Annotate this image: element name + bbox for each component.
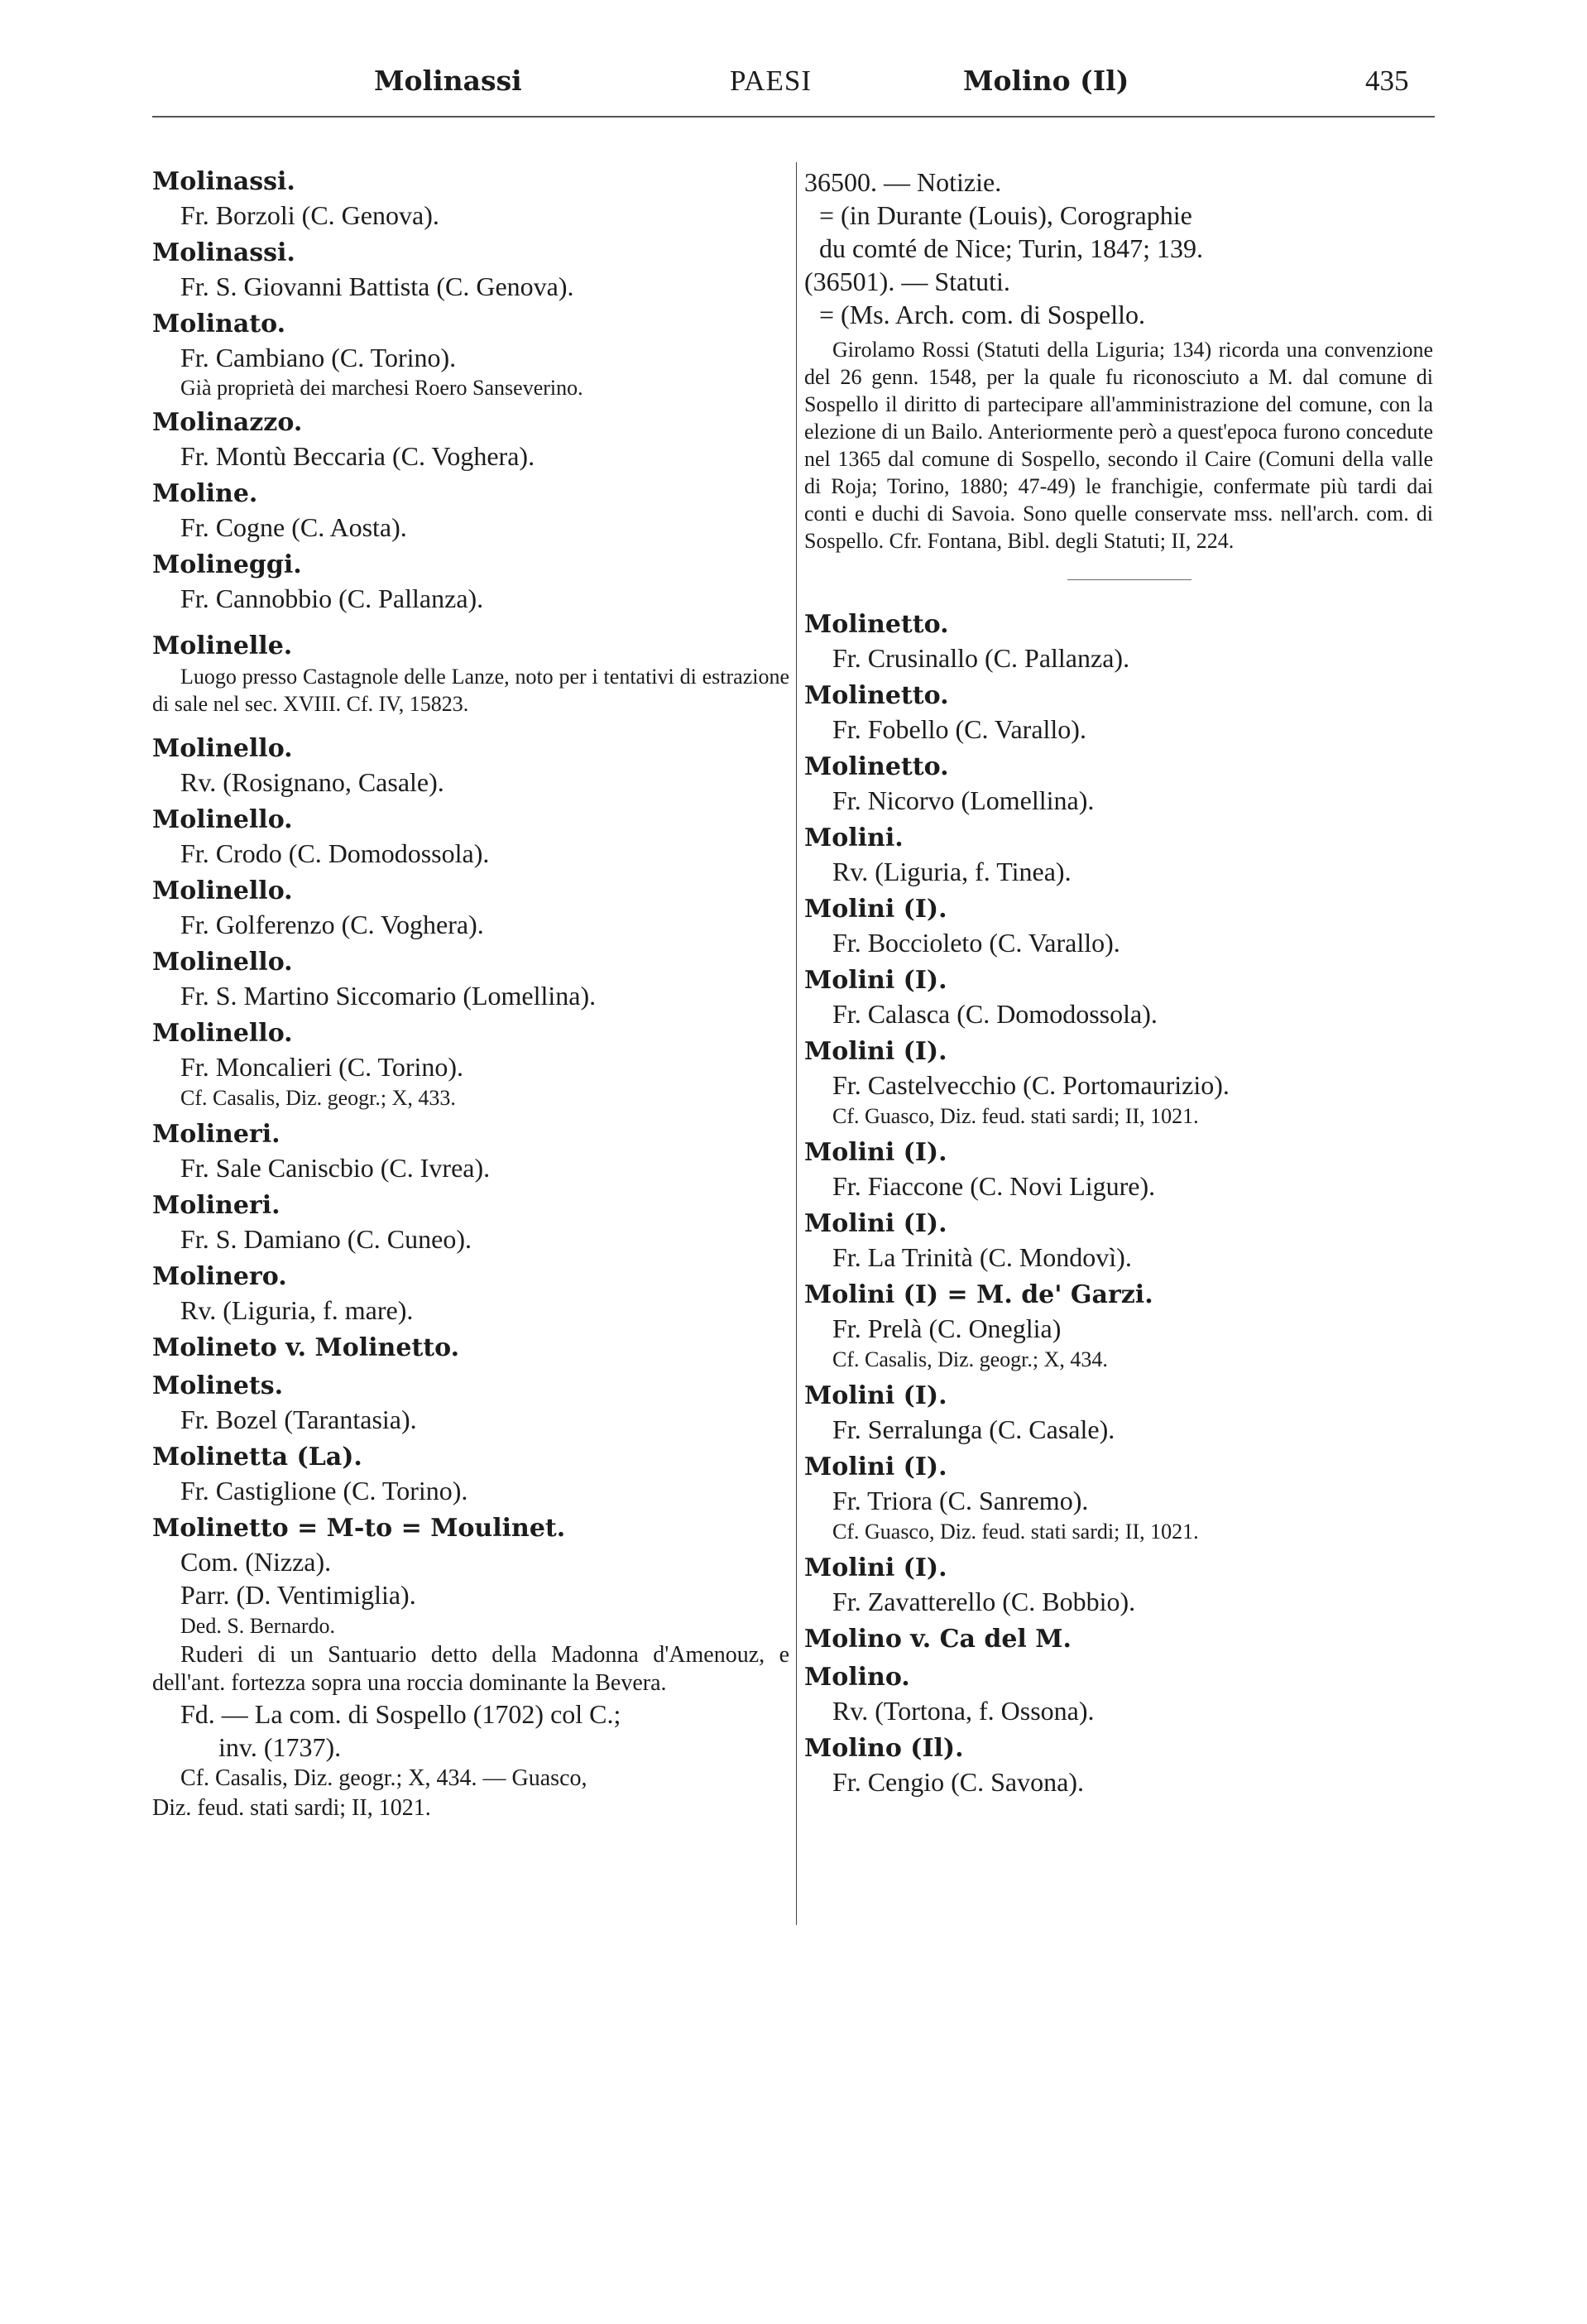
entry-heading: Molinello. bbox=[152, 734, 293, 763]
entry-heading: Molino (Il). bbox=[804, 1734, 964, 1763]
entry-line: Fr. Golferenzo (C. Voghera). bbox=[180, 910, 484, 939]
entry bbox=[804, 1035, 1433, 1131]
entry-line: Fr. Calasca (C. Domodossola). bbox=[832, 999, 1158, 1029]
entry-line: Fd. — La com. di Sospello (1702) col C.; bbox=[180, 1699, 621, 1729]
entry bbox=[804, 893, 1433, 959]
entry bbox=[804, 1208, 1433, 1274]
entry-heading: Molinetto. bbox=[804, 752, 949, 781]
entry-heading: Molinelle. bbox=[152, 631, 293, 660]
entry bbox=[804, 1661, 1433, 1727]
entry-heading: Molinetto. bbox=[804, 610, 949, 639]
entry-citation: Cf. Casalis, Diz. geogr.; X, 433. bbox=[180, 1086, 456, 1110]
entry-line: Rv. (Liguria, f. Tinea). bbox=[832, 857, 1072, 886]
entry bbox=[152, 1189, 789, 1256]
entry bbox=[152, 1370, 789, 1436]
entry bbox=[152, 946, 789, 1012]
entry-heading: Molini. bbox=[804, 823, 904, 852]
column-divider bbox=[796, 162, 797, 1925]
entry-line: Com. (Nizza). bbox=[180, 1547, 332, 1577]
entry-heading: Molineri. bbox=[152, 1120, 280, 1149]
entry-citation: Cf. Casalis, Diz. geogr.; X, 434. bbox=[832, 1347, 1108, 1371]
entry bbox=[152, 630, 789, 718]
entry bbox=[804, 1623, 1433, 1656]
entry-dedication: Ded. S. Bernardo. bbox=[180, 1614, 336, 1638]
separator-rule bbox=[1067, 579, 1191, 580]
statutes-note: Girolamo Rossi (Statuti della Liguria; 134) ricorda una convenzione del 26 genn. 1548, per la quale fu riconosciuto a M. dal comune di Sospello il diritto di partecipare all'amministrazione del comune, con la elezione di un Bailo. Anteriormente però a quest'epoca furono concedute nel 1365 dal comune di Sospello, secondo il Caire (Comuni della valle di Roja; Torino, 1880; 47-49) le franchigie, confermate più tardi dai conti e duchi di Savoia. Sono quelle conservate mss. nell'arch. com. di Sospello. Cfr. Fontana, Bibl. degli Statuti; II, 224. bbox=[804, 338, 1433, 553]
entry bbox=[152, 1512, 789, 1823]
entry-line: Fr. Cambiano (C. Torino). bbox=[180, 343, 457, 372]
header-first-entry: Molinassi bbox=[374, 65, 522, 97]
entry-line: Fr. S. Damiano (C. Cuneo). bbox=[180, 1224, 472, 1254]
section-line: = (in Durante (Louis), Corographie bbox=[819, 200, 1192, 230]
entry-citation: Cf. Casalis, Diz. geogr.; X, 434. — Guasco, bbox=[180, 1765, 587, 1791]
section-line: (36501). — Statuti. bbox=[804, 266, 1010, 296]
entry-heading: Molinero. bbox=[152, 1262, 287, 1291]
entry-line: Parr. (D. Ventimiglia). bbox=[180, 1580, 416, 1610]
entry-line: Fr. Borzoli (C. Genova). bbox=[180, 200, 439, 230]
entry bbox=[152, 549, 789, 615]
entry bbox=[804, 608, 1433, 675]
entry bbox=[804, 1136, 1433, 1203]
entry-heading: Molini (I). bbox=[804, 1138, 947, 1167]
left-column bbox=[152, 166, 789, 1828]
entry bbox=[152, 237, 789, 303]
section-line: 36500. — Notizie. bbox=[804, 167, 1002, 197]
entry-heading: Molinassi. bbox=[152, 238, 295, 267]
section-line: = (Ms. Arch. com. di Sospello. bbox=[819, 300, 1146, 329]
entry-line: Fr. Triora (C. Sanremo). bbox=[832, 1486, 1089, 1515]
entry bbox=[152, 1017, 789, 1113]
entry-heading: Molinetto. bbox=[804, 681, 949, 710]
entry-line: Fr. Boccioleto (C. Varallo). bbox=[832, 928, 1120, 958]
entry-heading: Molinassi. bbox=[152, 167, 295, 196]
entry bbox=[804, 1380, 1433, 1446]
running-header bbox=[0, 65, 1587, 114]
entry-line: Fr. Bozel (Tarantasia). bbox=[180, 1404, 417, 1434]
entry bbox=[152, 1441, 789, 1507]
entry-heading: Molinello. bbox=[152, 948, 293, 977]
right-column bbox=[804, 166, 1433, 1803]
page-number: 435 bbox=[1365, 65, 1409, 97]
entry-line: Fr. Prelà (C. Oneglia) bbox=[832, 1313, 1062, 1343]
entry-heading: Molini (I). bbox=[804, 1381, 947, 1410]
entry bbox=[152, 1118, 789, 1184]
header-last-entry: Molino (Il) bbox=[963, 65, 1129, 97]
entry bbox=[804, 1279, 1433, 1375]
entry-line: Fr. Crodo (C. Domodossola). bbox=[180, 838, 490, 868]
entry-heading: Molinato. bbox=[152, 310, 286, 339]
entry bbox=[804, 751, 1433, 817]
entry-heading: Molini (I). bbox=[804, 1452, 947, 1481]
entry bbox=[804, 822, 1433, 888]
entry-line: Fr. Crusinallo (C. Pallanza). bbox=[832, 643, 1130, 673]
entry bbox=[152, 1332, 789, 1365]
entry-line: Rv. (Liguria, f. mare). bbox=[180, 1295, 414, 1325]
entry-heading: Molini (I). bbox=[804, 1209, 947, 1238]
entry-heading: Molinets. bbox=[152, 1371, 284, 1400]
entry-line: Fr. Castelvecchio (C. Portomaurizio). bbox=[832, 1070, 1230, 1100]
entry-note: Già proprietà dei marchesi Roero Sanseverino. bbox=[180, 376, 583, 400]
entry-line: Fr. Castiglione (C. Torino). bbox=[180, 1476, 468, 1505]
entry-line: Fr. La Trinità (C. Mondovì). bbox=[832, 1242, 1132, 1272]
entry-heading: Molinazzo. bbox=[152, 408, 303, 437]
entry bbox=[152, 406, 789, 473]
entry bbox=[804, 1552, 1433, 1618]
entry bbox=[152, 1260, 789, 1327]
entry-note: Luogo presso Castagnole delle Lanze, noto per i tentativi di estrazione di sale nel sec. XVIII. Cf. IV, 15823. bbox=[152, 665, 789, 716]
entry bbox=[152, 875, 789, 941]
entry-line: Fr. Zavatterello (C. Bobbio). bbox=[832, 1587, 1136, 1616]
entry-citation: Cf. Guasco, Diz. feud. stati sardi; II, 1021. bbox=[832, 1520, 1199, 1544]
entry-heading: Molini (I). bbox=[804, 1553, 947, 1582]
entry-line: Rv. (Rosignano, Casale). bbox=[180, 767, 444, 797]
entry-line: Fr. S. Giovanni Battista (C. Genova). bbox=[180, 271, 574, 301]
entry-line: Fr. S. Martino Siccomario (Lomellina). bbox=[180, 981, 597, 1011]
entry bbox=[152, 478, 789, 544]
entry-line: inv. (1737). bbox=[218, 1732, 342, 1762]
entry-heading: Molineri. bbox=[152, 1191, 280, 1220]
entry bbox=[804, 679, 1433, 746]
entry-line: Fr. Cannobbio (C. Pallanza). bbox=[180, 583, 484, 613]
section-line: du comté de Nice; Turin, 1847; 139. bbox=[819, 233, 1203, 263]
entry bbox=[152, 166, 789, 232]
entry-line: Fr. Fiaccone (C. Novi Ligure). bbox=[832, 1171, 1156, 1201]
entry-line: Fr. Cengio (C. Savona). bbox=[832, 1767, 1084, 1797]
entry-heading: Molineto v. Molinetto. bbox=[152, 1333, 460, 1362]
entry-heading: Molini (I) = M. de' Garzi. bbox=[804, 1280, 1153, 1309]
entry-line: Fr. Fobello (C. Varallo). bbox=[832, 714, 1086, 744]
entry-citation: Cf. Guasco, Diz. feud. stati sardi; II, 1021. bbox=[832, 1104, 1199, 1128]
entry-note: Ruderi di un Santuario detto della Madonna d'Amenouz, e dell'ant. fortezza sopra una roccia dominante la Bevera. bbox=[152, 1642, 789, 1696]
entry-line: Rv. (Tortona, f. Ossona). bbox=[832, 1696, 1095, 1726]
header-rule bbox=[152, 116, 1435, 118]
entry bbox=[804, 1451, 1433, 1547]
entry-heading: Molini (I). bbox=[804, 1037, 947, 1066]
entry-heading: Molineggi. bbox=[152, 550, 302, 579]
entry-line: Fr. Nicorvo (Lomellina). bbox=[832, 785, 1095, 815]
entry-line: Fr. Cogne (C. Aosta). bbox=[180, 512, 407, 542]
entry-heading: Moline. bbox=[152, 479, 258, 508]
entry-heading: Molinello. bbox=[152, 1019, 293, 1048]
entry bbox=[152, 308, 789, 401]
entry-line: Fr. Moncalieri (C. Torino). bbox=[180, 1052, 464, 1082]
entry-heading: Molino. bbox=[804, 1663, 910, 1692]
entry-citation: Diz. feud. stati sardi; II, 1021. bbox=[152, 1795, 431, 1821]
entry-heading: Molino v. Ca del M. bbox=[804, 1625, 1072, 1654]
entry-heading: Molinetta (La). bbox=[152, 1443, 362, 1472]
entry-heading: Molinetto = M-to = Moulinet. bbox=[152, 1514, 566, 1543]
entry-line: Fr. Montù Beccaria (C. Voghera). bbox=[180, 441, 535, 471]
entry-heading: Molinello. bbox=[152, 876, 293, 905]
entry-line: Fr. Sale Caniscbio (C. Ivrea). bbox=[180, 1153, 491, 1183]
entry bbox=[152, 732, 789, 799]
header-section: PAESI bbox=[730, 65, 813, 97]
entry-line: Fr. Serralunga (C. Casale). bbox=[832, 1414, 1115, 1444]
entry bbox=[804, 964, 1433, 1030]
entry-heading: Molini (I). bbox=[804, 966, 947, 995]
entry bbox=[804, 1732, 1433, 1798]
entry-heading: Molinello. bbox=[152, 805, 293, 834]
entry-heading: Molini (I). bbox=[804, 895, 947, 924]
entry bbox=[152, 804, 789, 870]
